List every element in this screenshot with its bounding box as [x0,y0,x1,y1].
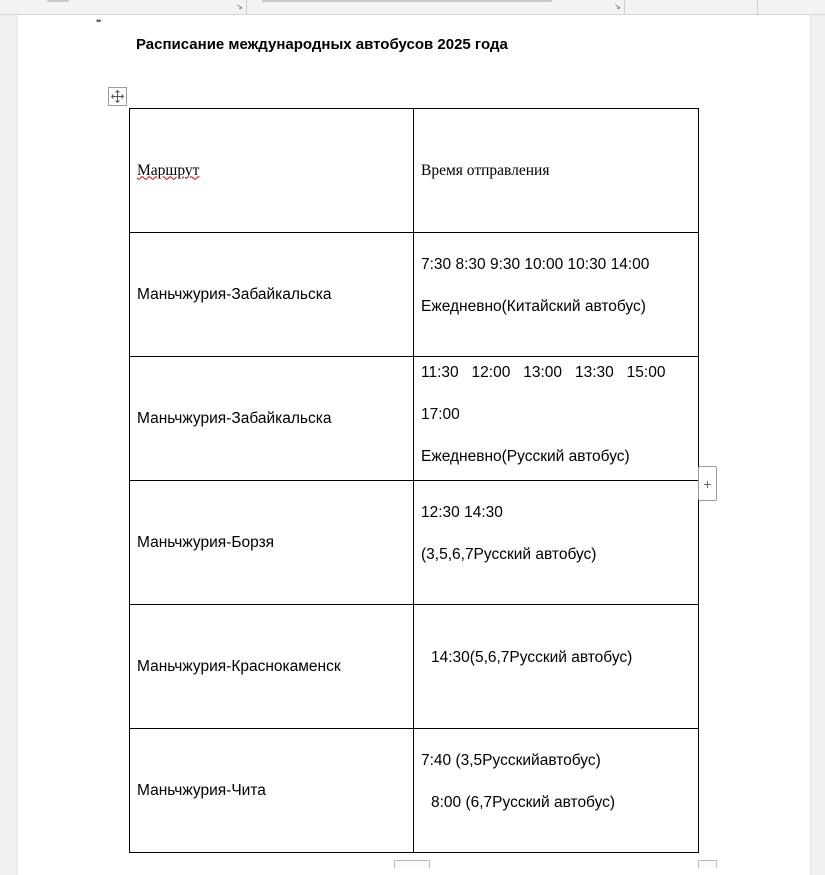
route-cell[interactable]: Маньчжурия-Чита [130,729,414,853]
ribbon-group-paragraph [246,0,625,14]
route-cell[interactable]: Маньчжурия-Забайкальска [130,357,414,481]
departure-line: 7:40 (3,5Русскийавтобус) [421,751,601,769]
table-row [130,233,699,357]
move-arrows-icon[interactable] [108,87,127,106]
ribbon-group-styles [624,0,758,14]
departure-cell[interactable] [414,357,699,481]
header-cell-route[interactable] [130,109,414,233]
ribbon-group-font [0,0,247,14]
table-row [130,729,699,853]
route-cell[interactable]: Маньчжурия-Борзя [130,481,414,605]
table-bottom-control[interactable] [394,860,430,868]
table-resize-handle[interactable] [698,860,717,868]
departure-cell[interactable] [414,605,699,729]
header-cell-departure[interactable] [414,109,699,233]
departure-line: Ежедневно(Китайский автобус) [421,297,646,315]
departure-cell[interactable] [414,729,699,853]
departure-line: 8:00 (6,7Русский автобус) [431,793,616,811]
departure-line: (3,5,6,7Русский автобус) [421,545,597,563]
drag-handle-icon[interactable]: •• [96,16,101,26]
route-cell[interactable]: Маньчжурия-Забайкальска [130,233,414,357]
departure-line: 17:00 [421,405,460,423]
departure-cell[interactable] [414,233,699,357]
table-header-row [130,109,699,233]
table-row [130,481,699,605]
ribbon-bottom-strip [0,0,825,15]
dialog-launcher-icon[interactable]: ↘ [614,2,621,11]
header-departure-label: Время отправления [421,161,550,179]
departure-line: 7:30 8:30 9:30 10:00 10:30 14:00 [421,255,650,273]
table-row [130,605,699,729]
route-cell[interactable]: Маньчжурия-Краснокаменск [130,605,414,729]
table-row [130,357,699,481]
departure-line: 11:30 12:00 13:00 13:30 15:00 [421,363,666,381]
schedule-table[interactable] [129,108,699,853]
document-title: Расписание международных автобусов 2025 года [136,36,508,53]
header-route-label: Маршрут [137,161,200,179]
dialog-launcher-icon[interactable]: ↘ [236,2,243,11]
departure-line: 12:30 14:30 [421,503,503,521]
plus-icon[interactable]: + [698,466,717,501]
departure-cell[interactable] [414,481,699,605]
departure-line: Ежедневно(Русский автобус) [421,447,630,465]
departure-line: 14:30(5,6,7Русский автобус) [431,648,633,666]
